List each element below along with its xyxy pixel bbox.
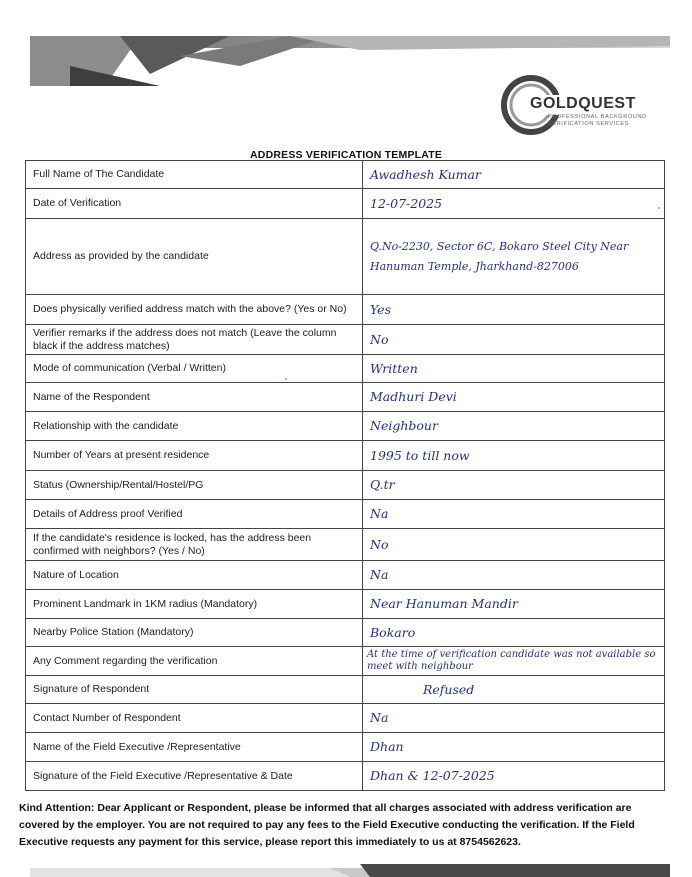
table-row bbox=[26, 219, 665, 295]
row-label: Nearby Police Station (Mandatory) bbox=[26, 619, 363, 647]
row-value: Bokaro bbox=[363, 619, 665, 647]
row-label: If the candidate's residence is locked, has the address been confirmed with neighbors? (Yes / No) bbox=[26, 529, 363, 561]
row-label: Address as provided by the candidate bbox=[26, 219, 363, 295]
table-row bbox=[26, 441, 665, 471]
table-row bbox=[26, 704, 665, 733]
row-label: Name of the Respondent bbox=[26, 383, 363, 412]
row-label: Date of Verification bbox=[26, 189, 363, 219]
logo-wordmark: GOLDQUEST bbox=[530, 95, 636, 112]
row-value: Neighbour bbox=[363, 412, 665, 441]
row-label: Contact Number of Respondent bbox=[26, 704, 363, 733]
logo-tagline: PROFESSIONAL BACKGROUND VERIFICATION SERVICES bbox=[548, 114, 647, 127]
row-value: Na bbox=[363, 500, 665, 529]
row-value: Madhuri Devi bbox=[363, 383, 665, 412]
row-label: Number of Years at present residence bbox=[26, 441, 363, 471]
row-label: Name of the Field Executive /Representative bbox=[26, 733, 363, 762]
row-value: Awadhesh Kumar bbox=[363, 161, 665, 189]
row-label: Any Comment regarding the verification bbox=[26, 647, 363, 676]
page-title: ADDRESS VERIFICATION TEMPLATE bbox=[250, 149, 443, 161]
table-row bbox=[26, 647, 665, 676]
table-row bbox=[26, 189, 665, 219]
table-row bbox=[26, 471, 665, 500]
row-value: Near Hanuman Mandir bbox=[363, 590, 665, 619]
row-value: Na bbox=[363, 704, 665, 733]
kind-attention-notice bbox=[19, 800, 667, 851]
table-row bbox=[26, 733, 665, 762]
row-label: Verifier remarks if the address does not match (Leave the column black if the address matches) bbox=[26, 325, 363, 355]
table-row bbox=[26, 561, 665, 590]
table-row bbox=[26, 500, 665, 529]
footer-banner bbox=[30, 862, 670, 877]
row-label: Mode of communication (Verbal / Written) bbox=[26, 355, 363, 383]
notice-text: Dear Applicant or Respondent, please be informed that all charges associated with address verification are covered by the employer. You are not required to pay any fees to the Field Executive conducting the verification. If the Field Executive requests any payment for this service, please report this immediately to us at 8754562623. bbox=[19, 802, 635, 848]
table-row bbox=[26, 590, 665, 619]
row-label: Signature of the Field Executive /Representative & Date bbox=[26, 762, 363, 791]
table-row bbox=[26, 412, 665, 441]
row-value: 1995 to till now bbox=[363, 441, 665, 471]
row-value: Written bbox=[363, 355, 665, 383]
row-label: Details of Address proof Verified bbox=[26, 500, 363, 529]
row-label: Does physically verified address match with the above? (Yes or No) bbox=[26, 295, 363, 325]
row-label: Nature of Location bbox=[26, 561, 363, 590]
row-label: Status (Ownership/Rental/Hostel/PG bbox=[26, 471, 363, 500]
table-row bbox=[26, 383, 665, 412]
table-row bbox=[26, 295, 665, 325]
row-value: No bbox=[363, 325, 665, 355]
table-row bbox=[26, 676, 665, 704]
table-row bbox=[26, 325, 665, 355]
row-value: No bbox=[363, 529, 665, 561]
ink-mark bbox=[285, 378, 287, 380]
row-label: Prominent Landmark in 1KM radius (Mandatory) bbox=[26, 590, 363, 619]
row-value: Dhan & 12-07-2025 bbox=[363, 762, 665, 791]
row-value: Refused bbox=[363, 676, 665, 704]
table-row bbox=[26, 762, 665, 791]
table-row bbox=[26, 619, 665, 647]
row-value: 12-07-2025 bbox=[363, 189, 665, 219]
row-value: Dhan bbox=[363, 733, 665, 762]
row-value: Q.tr bbox=[363, 471, 665, 500]
table-row bbox=[26, 529, 665, 561]
row-value: At the time of verification candidate was not available so meet with neighbour bbox=[363, 647, 665, 676]
table-row bbox=[26, 355, 665, 383]
notice-lead: Kind Attention: bbox=[19, 802, 95, 814]
row-value: Na bbox=[363, 561, 665, 590]
row-value: Q.No-2230, Sector 6C, Bokaro Steel City Near Hanuman Temple, Jharkhand-827006 bbox=[363, 219, 665, 295]
row-label: Signature of Respondent bbox=[26, 676, 363, 704]
row-value: Yes bbox=[363, 295, 665, 325]
verification-table bbox=[25, 160, 665, 791]
row-label: Full Name of The Candidate bbox=[26, 161, 363, 189]
table-row bbox=[26, 161, 665, 189]
ink-mark bbox=[658, 207, 660, 209]
row-label: Relationship with the candidate bbox=[26, 412, 363, 441]
